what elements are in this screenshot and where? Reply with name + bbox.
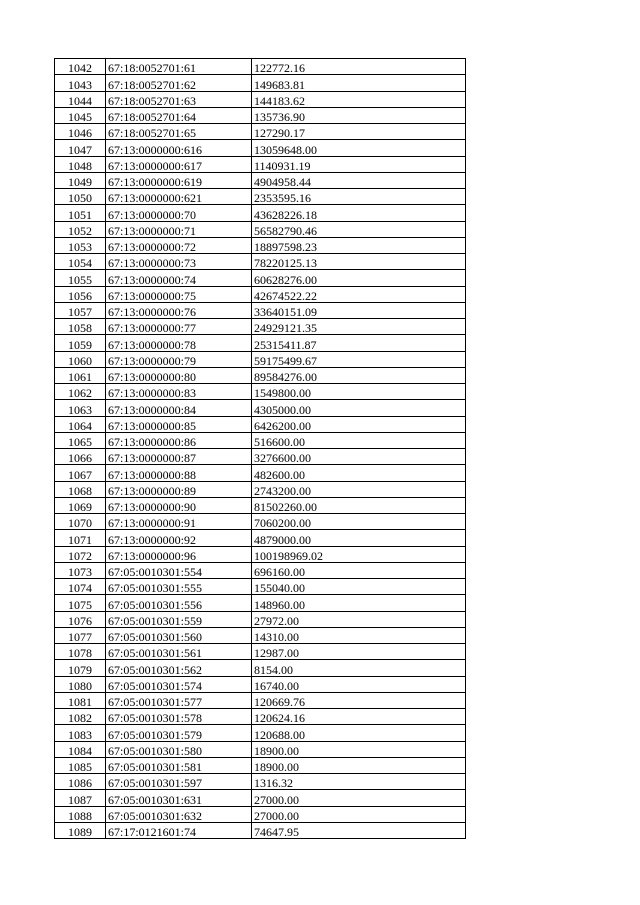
cadastral-number-cell: 67:05:0010301:579 — [106, 725, 252, 741]
cadastral-number-cell: 67:05:0010301:562 — [106, 660, 252, 676]
amount-cell: 696160.00 — [252, 562, 466, 578]
row-number-cell: 1065 — [55, 432, 106, 448]
cadastral-number-cell: 67:13:0000000:77 — [106, 319, 252, 335]
cadastral-number-cell: 67:05:0010301:574 — [106, 676, 252, 692]
row-number-cell: 1052 — [55, 221, 106, 237]
amount-cell: 60628276.00 — [252, 270, 466, 286]
cadastral-number-cell: 67:13:0000000:88 — [106, 465, 252, 481]
cadastral-number-cell: 67:13:0000000:91 — [106, 514, 252, 530]
table-row — [55, 384, 466, 400]
table-row — [55, 514, 466, 530]
table-row — [55, 790, 466, 806]
amount-cell: 12987.00 — [252, 644, 466, 660]
amount-cell: 1549800.00 — [252, 384, 466, 400]
table-row — [55, 562, 466, 578]
table-row — [55, 302, 466, 318]
amount-cell: 144183.62 — [252, 91, 466, 107]
cadastral-number-cell: 67:13:0000000:96 — [106, 546, 252, 562]
row-number-cell: 1046 — [55, 124, 106, 140]
cadastral-number-cell: 67:05:0010301:561 — [106, 644, 252, 660]
cadastral-number-cell: 67:05:0010301:560 — [106, 627, 252, 643]
cadastral-number-cell: 67:18:0052701:64 — [106, 107, 252, 123]
cadastral-number-cell: 67:05:0010301:581 — [106, 757, 252, 773]
row-number-cell: 1045 — [55, 107, 106, 123]
table-row — [55, 254, 466, 270]
amount-cell: 18900.00 — [252, 757, 466, 773]
cadastral-number-cell: 67:13:0000000:617 — [106, 156, 252, 172]
row-number-cell: 1043 — [55, 75, 106, 91]
cadastral-number-cell: 67:05:0010301:554 — [106, 562, 252, 578]
table-row — [55, 91, 466, 107]
row-number-cell: 1078 — [55, 644, 106, 660]
cadastral-number-cell: 67:05:0010301:597 — [106, 774, 252, 790]
row-number-cell: 1073 — [55, 562, 106, 578]
amount-cell: 74647.95 — [252, 822, 466, 838]
row-number-cell: 1069 — [55, 497, 106, 513]
row-number-cell: 1079 — [55, 660, 106, 676]
table-row — [55, 237, 466, 253]
amount-cell: 18900.00 — [252, 741, 466, 757]
amount-cell: 127290.17 — [252, 124, 466, 140]
amount-cell: 3276600.00 — [252, 449, 466, 465]
row-number-cell: 1071 — [55, 530, 106, 546]
cadastral-number-cell: 67:17:0121601:74 — [106, 822, 252, 838]
table-row — [55, 449, 466, 465]
table-row — [55, 530, 466, 546]
table-row — [55, 351, 466, 367]
amount-cell: 1140931.19 — [252, 156, 466, 172]
amount-cell: 2353595.16 — [252, 189, 466, 205]
row-number-cell: 1082 — [55, 709, 106, 725]
table-row — [55, 644, 466, 660]
amount-cell: 6426200.00 — [252, 416, 466, 432]
cadastral-number-cell: 67:13:0000000:83 — [106, 384, 252, 400]
table-row — [55, 465, 466, 481]
amount-cell: 122772.16 — [252, 59, 466, 75]
table-row — [55, 156, 466, 172]
cadastral-number-cell: 67:13:0000000:76 — [106, 302, 252, 318]
row-number-cell: 1068 — [55, 481, 106, 497]
table-row — [55, 221, 466, 237]
amount-cell: 27000.00 — [252, 806, 466, 822]
table-row — [55, 497, 466, 513]
amount-cell: 7060200.00 — [252, 514, 466, 530]
row-number-cell: 1089 — [55, 822, 106, 838]
table-row — [55, 107, 466, 123]
amount-cell: 78220125.13 — [252, 254, 466, 270]
row-number-cell: 1049 — [55, 172, 106, 188]
cadastral-number-cell: 67:13:0000000:75 — [106, 286, 252, 302]
amount-cell: 59175499.67 — [252, 351, 466, 367]
row-number-cell: 1056 — [55, 286, 106, 302]
table-row — [55, 59, 466, 75]
table-row — [55, 676, 466, 692]
row-number-cell: 1075 — [55, 595, 106, 611]
table-row — [55, 757, 466, 773]
row-number-cell: 1050 — [55, 189, 106, 205]
row-number-cell: 1067 — [55, 465, 106, 481]
cadastral-number-cell: 67:18:0052701:61 — [106, 59, 252, 75]
cadastral-number-cell: 67:13:0000000:619 — [106, 172, 252, 188]
cadastral-number-cell: 67:13:0000000:79 — [106, 351, 252, 367]
row-number-cell: 1083 — [55, 725, 106, 741]
row-number-cell: 1054 — [55, 254, 106, 270]
cadastral-number-cell: 67:05:0010301:578 — [106, 709, 252, 725]
cadastral-number-cell: 67:13:0000000:70 — [106, 205, 252, 221]
table-row — [55, 189, 466, 205]
table-row — [55, 400, 466, 416]
cadastral-number-cell: 67:13:0000000:616 — [106, 140, 252, 156]
row-number-cell: 1084 — [55, 741, 106, 757]
amount-cell: 43628226.18 — [252, 205, 466, 221]
amount-cell: 100198969.02 — [252, 546, 466, 562]
cadastral-number-cell: 67:13:0000000:85 — [106, 416, 252, 432]
table-row — [55, 319, 466, 335]
cadastral-number-cell: 67:13:0000000:73 — [106, 254, 252, 270]
amount-cell: 14310.00 — [252, 627, 466, 643]
row-number-cell: 1081 — [55, 692, 106, 708]
row-number-cell: 1053 — [55, 237, 106, 253]
amount-cell: 4879000.00 — [252, 530, 466, 546]
table-row — [55, 660, 466, 676]
table-row — [55, 335, 466, 351]
amount-cell: 89584276.00 — [252, 367, 466, 383]
row-number-cell: 1063 — [55, 400, 106, 416]
cadastral-number-cell: 67:05:0010301:577 — [106, 692, 252, 708]
amount-cell: 482600.00 — [252, 465, 466, 481]
amount-cell: 1316.32 — [252, 774, 466, 790]
amount-cell: 25315411.87 — [252, 335, 466, 351]
cadastral-number-cell: 67:13:0000000:90 — [106, 497, 252, 513]
table-row — [55, 595, 466, 611]
amount-cell: 56582790.46 — [252, 221, 466, 237]
amount-cell: 4904958.44 — [252, 172, 466, 188]
cadastral-number-cell: 67:13:0000000:80 — [106, 367, 252, 383]
cadastral-number-cell: 67:05:0010301:559 — [106, 611, 252, 627]
cadastral-number-cell: 67:13:0000000:78 — [106, 335, 252, 351]
row-number-cell: 1058 — [55, 319, 106, 335]
row-number-cell: 1074 — [55, 579, 106, 595]
amount-cell: 8154.00 — [252, 660, 466, 676]
amount-cell: 42674522.22 — [252, 286, 466, 302]
table-row — [55, 611, 466, 627]
row-number-cell: 1044 — [55, 91, 106, 107]
amount-cell: 16740.00 — [252, 676, 466, 692]
table-row — [55, 481, 466, 497]
cadastral-number-cell: 67:05:0010301:556 — [106, 595, 252, 611]
cadastral-number-cell: 67:13:0000000:621 — [106, 189, 252, 205]
cadastral-number-cell: 67:13:0000000:89 — [106, 481, 252, 497]
amount-cell: 516600.00 — [252, 432, 466, 448]
cadastral-number-cell: 67:13:0000000:87 — [106, 449, 252, 465]
cadastral-number-cell: 67:05:0010301:580 — [106, 741, 252, 757]
amount-cell: 18897598.23 — [252, 237, 466, 253]
amount-cell: 2743200.00 — [252, 481, 466, 497]
row-number-cell: 1042 — [55, 59, 106, 75]
cadastral-number-cell: 67:18:0052701:62 — [106, 75, 252, 91]
table-body — [55, 59, 466, 839]
row-number-cell: 1062 — [55, 384, 106, 400]
cadastral-number-cell: 67:13:0000000:92 — [106, 530, 252, 546]
data-table — [54, 58, 466, 839]
row-number-cell: 1048 — [55, 156, 106, 172]
table-row — [55, 270, 466, 286]
amount-cell: 81502260.00 — [252, 497, 466, 513]
amount-cell: 148960.00 — [252, 595, 466, 611]
amount-cell: 120688.00 — [252, 725, 466, 741]
row-number-cell: 1072 — [55, 546, 106, 562]
amount-cell: 13059648.00 — [252, 140, 466, 156]
table-row — [55, 774, 466, 790]
cadastral-number-cell: 67:13:0000000:84 — [106, 400, 252, 416]
row-number-cell: 1064 — [55, 416, 106, 432]
row-number-cell: 1076 — [55, 611, 106, 627]
row-number-cell: 1055 — [55, 270, 106, 286]
amount-cell: 120669.76 — [252, 692, 466, 708]
table-row — [55, 172, 466, 188]
cadastral-number-cell: 67:13:0000000:71 — [106, 221, 252, 237]
cadastral-number-cell: 67:18:0052701:65 — [106, 124, 252, 140]
cadastral-number-cell: 67:05:0010301:631 — [106, 790, 252, 806]
amount-cell: 27972.00 — [252, 611, 466, 627]
cadastral-number-cell: 67:13:0000000:86 — [106, 432, 252, 448]
table-row — [55, 546, 466, 562]
row-number-cell: 1060 — [55, 351, 106, 367]
row-number-cell: 1080 — [55, 676, 106, 692]
row-number-cell: 1070 — [55, 514, 106, 530]
cadastral-number-cell: 67:13:0000000:72 — [106, 237, 252, 253]
cadastral-number-cell: 67:18:0052701:63 — [106, 91, 252, 107]
row-number-cell: 1088 — [55, 806, 106, 822]
amount-cell: 33640151.09 — [252, 302, 466, 318]
table-row — [55, 432, 466, 448]
row-number-cell: 1077 — [55, 627, 106, 643]
amount-cell: 120624.16 — [252, 709, 466, 725]
table-row — [55, 205, 466, 221]
table-row — [55, 627, 466, 643]
row-number-cell: 1059 — [55, 335, 106, 351]
amount-cell: 24929121.35 — [252, 319, 466, 335]
table-row — [55, 822, 466, 838]
row-number-cell: 1051 — [55, 205, 106, 221]
table-row — [55, 741, 466, 757]
amount-cell: 149683.81 — [252, 75, 466, 91]
table-row — [55, 140, 466, 156]
table-row — [55, 579, 466, 595]
table-row — [55, 806, 466, 822]
table-row — [55, 286, 466, 302]
cadastral-number-cell: 67:13:0000000:74 — [106, 270, 252, 286]
row-number-cell: 1057 — [55, 302, 106, 318]
amount-cell: 4305000.00 — [252, 400, 466, 416]
table-row — [55, 692, 466, 708]
amount-cell: 27000.00 — [252, 790, 466, 806]
cadastral-number-cell: 67:05:0010301:555 — [106, 579, 252, 595]
row-number-cell: 1085 — [55, 757, 106, 773]
row-number-cell: 1066 — [55, 449, 106, 465]
table-row — [55, 709, 466, 725]
table-row — [55, 367, 466, 383]
table-row — [55, 416, 466, 432]
row-number-cell: 1087 — [55, 790, 106, 806]
row-number-cell: 1086 — [55, 774, 106, 790]
amount-cell: 135736.90 — [252, 107, 466, 123]
table-row — [55, 725, 466, 741]
table-row — [55, 75, 466, 91]
cadastral-number-cell: 67:05:0010301:632 — [106, 806, 252, 822]
row-number-cell: 1061 — [55, 367, 106, 383]
table-row — [55, 124, 466, 140]
row-number-cell: 1047 — [55, 140, 106, 156]
amount-cell: 155040.00 — [252, 579, 466, 595]
